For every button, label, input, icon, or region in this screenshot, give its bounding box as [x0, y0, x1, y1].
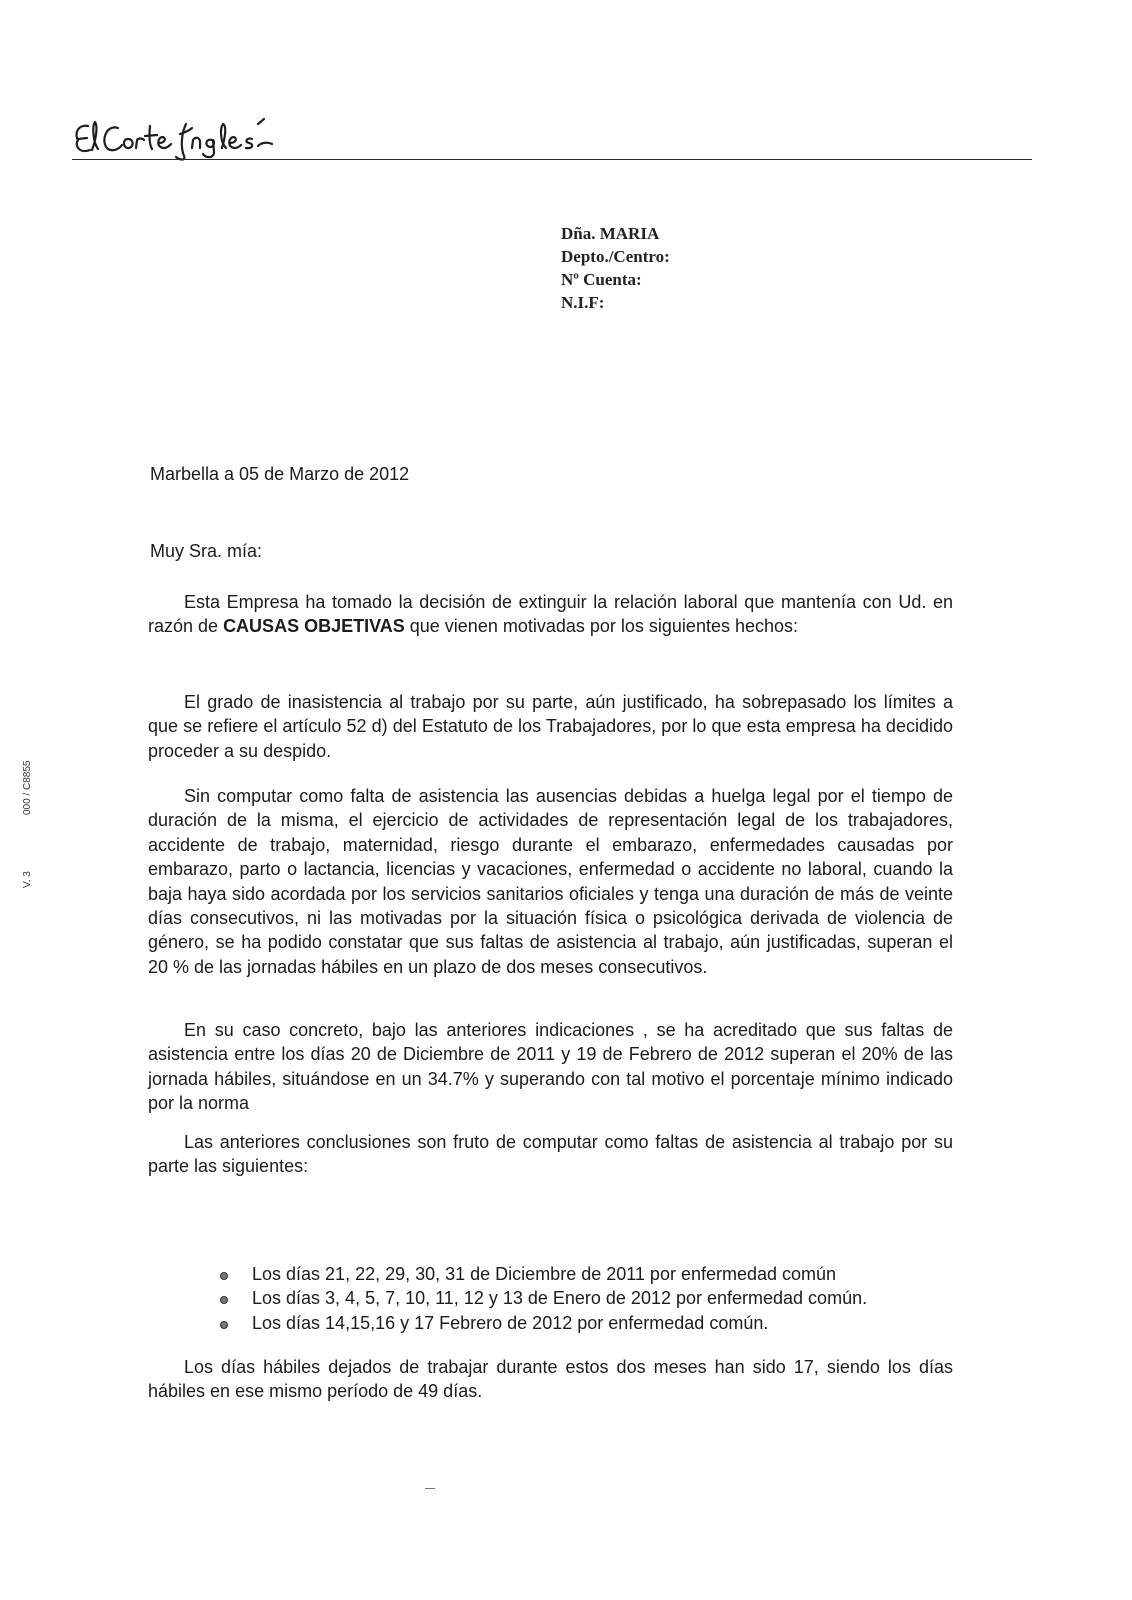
- recipient-department: Depto./Centro:: [561, 247, 670, 266]
- footer-mark: [425, 1488, 435, 1489]
- paragraph-conclusions: Las anteriores conclusiones son fruto de computar como faltas de asistencia al trabajo por su parte las siguientes:: [148, 1132, 953, 1177]
- recipient-name: Dña. MARIA: [561, 224, 660, 243]
- paragraph-specific-case: En su caso concreto, bajo las anteriores indicaciones , se ha acreditado que sus faltas de asistencia entre los días 20 de Diciembre de 2011 y 19 de Febrero de 2012 superan el 20% de las jornada hábiles, situándose en un 34.7% y superando con tal motivo el porcentaje mínimo indicado por la norma: [148, 1020, 953, 1114]
- list-item: Los días 21, 22, 29, 30, 31 de Diciembre de 2011 por enfermedad común: [218, 1262, 958, 1286]
- greeting: Muy Sra. mía:: [150, 541, 263, 561]
- recipient-block: [561, 222, 670, 314]
- absence-list: [218, 1262, 958, 1335]
- el-corte-ingles-logo: [72, 112, 277, 162]
- date-line: Marbella a 05 de Marzo de 2012: [150, 464, 410, 484]
- list-item: Los días 14,15,16 y 17 Febrero de 2012 por enfermedad común.: [218, 1311, 958, 1335]
- paragraph-absence-grade: El grado de inasistencia al trabajo por su parte, aún justificado, ha sobrepasado los límites a que se refiere el artículo 52 d) del Estatuto de los Trabajadores, por lo que esta empresa ha decidido proceder a su despido.: [148, 692, 953, 761]
- recipient-nif: N.I.F:: [561, 293, 605, 312]
- paragraph-decision-text: Esta Empresa ha tomado la decisión de extinguir la relación laboral que mantenía con Ud. en razón de: [148, 592, 953, 637]
- list-item: Los días 3, 4, 5, 7, 10, 11, 12 y 13 de Enero de 2012 por enfermedad común.: [218, 1286, 958, 1310]
- margin-form-code: 000 / C8855: [22, 760, 33, 815]
- objective-causes-label: CAUSAS OBJETIVAS: [223, 616, 405, 637]
- header-rule: [72, 159, 1032, 160]
- paragraph-decision-text-end: que vienen motivadas por los siguientes hechos:: [404, 616, 799, 637]
- paragraph-workdays-summary: Los días hábiles dejados de trabajar durante estos dos meses han sido 17, siendo los días hábiles en ese mismo período de 49 días.: [148, 1357, 953, 1402]
- paragraph-exclusions: Sin computar como falta de asistencia las ausencias debidas a huelga legal por el tiempo de duración de la misma, el ejercicio de actividades de representación legal de los trabajadores, accidente de trabajo, maternidad, riesgo durante el embarazo, enfermedades causadas por embarazo, parto o lactancia, licencias y vacaciones, enfermedad o accidente no laboral, cuando la baja haya sido acordada por los servicios sanitarios oficiales y tenga una duración de más de veinte días consecutivos, ni las motivadas por la situación física o psicológica derivada de violencia de género, se ha podido constatar que sus faltas de asistencia al trabajo, aún justificadas, superan el 20 % de las jornadas hábiles en un plazo de dos meses consecutivos.: [148, 786, 953, 977]
- paragraph-decision: [148, 590, 953, 639]
- recipient-account: Nº Cuenta:: [561, 270, 642, 289]
- margin-version-code: V. 3: [22, 871, 33, 888]
